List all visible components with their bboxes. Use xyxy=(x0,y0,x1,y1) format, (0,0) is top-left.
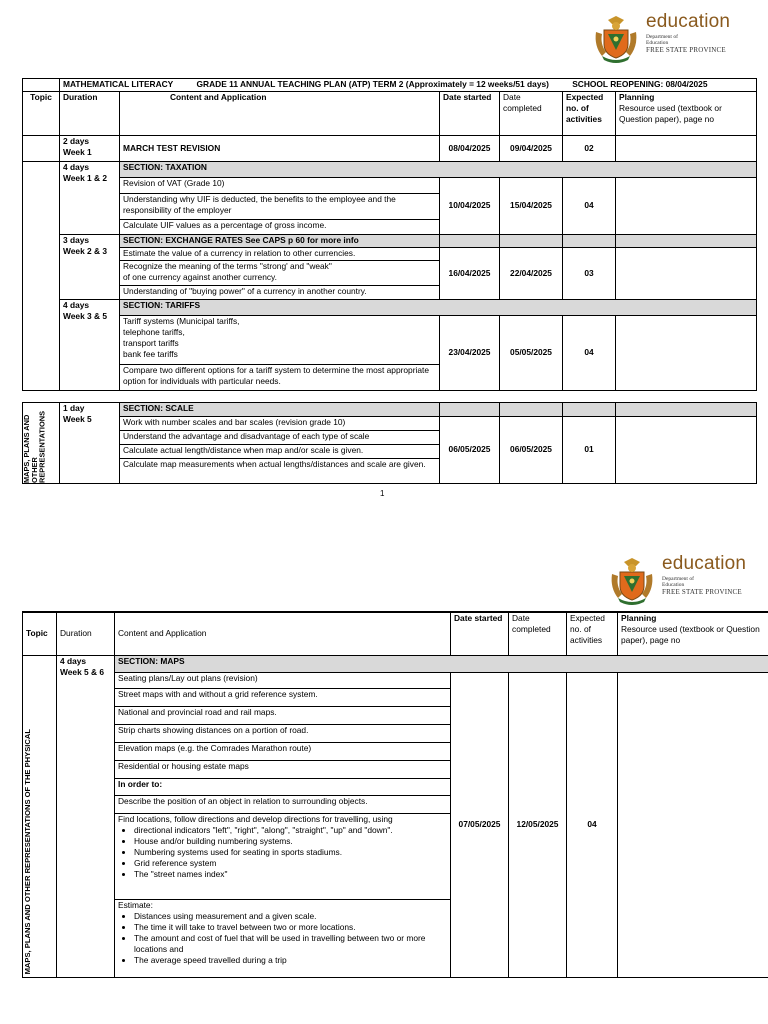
exchange-shade-1 xyxy=(440,235,500,248)
maps-row-1: Seating plans/Lay out plans (revision) xyxy=(115,672,451,688)
maps-row-6: Residential or housing estate maps xyxy=(115,760,451,778)
logo-title: education xyxy=(646,11,731,32)
revision-week: Week 1 xyxy=(63,147,92,158)
taxation-completed: 15/04/2025 xyxy=(500,178,563,235)
header-duration: Duration xyxy=(60,92,120,136)
header-expected: Expected no. of activities xyxy=(563,92,616,136)
scale-duration xyxy=(60,403,120,484)
tariffs-planning xyxy=(616,316,757,391)
maps-completed: 12/05/2025 xyxy=(509,672,567,977)
tariffs-activities: 04 xyxy=(563,316,616,391)
revision-completed: 09/04/2025 xyxy=(500,136,563,162)
tariff-line-2: telephone tariffs, xyxy=(123,327,185,338)
tariffs-week: Week 3 & 5 xyxy=(63,311,108,322)
estimate-item-2: • The time it will take to travel between two or more locations. xyxy=(134,922,447,933)
section-taxation: SECTION: TAXATION xyxy=(120,162,757,178)
maps-row-5: Elevation maps (e.g. the Comrades Marathon route) xyxy=(115,742,451,760)
estimate-list xyxy=(118,911,447,966)
topic-empty xyxy=(23,136,60,162)
subject-label: MATHEMATICAL LITERACY xyxy=(63,79,174,89)
tariffs-duration xyxy=(60,300,120,391)
scale-row-1: Work with number scales and bar scales (revision grade 10) xyxy=(120,417,440,431)
coat-of-arms-icon xyxy=(606,554,658,606)
taxation-activities: 04 xyxy=(563,178,616,235)
scale-started: 06/05/2025 xyxy=(440,417,500,484)
topic-cell-upper xyxy=(23,162,60,391)
header-date-started: Date started xyxy=(440,92,500,136)
logo-department-page2: Department of xyxy=(662,576,694,582)
section-tariffs: SECTION: TARIFFS xyxy=(120,300,757,316)
p2-header-expected: Expected no. of activities xyxy=(567,612,618,655)
maps-describe: Describe the position of an object in relation to surrounding objects. xyxy=(115,795,451,813)
maps-in-order: In order to: xyxy=(115,778,451,795)
scale-days: 1 day xyxy=(63,403,85,413)
tariff-line-3: transport tariffs xyxy=(123,338,179,349)
exchange-planning xyxy=(616,248,757,300)
find-item-5: • The "street names index" xyxy=(134,869,447,880)
maps-days: 4 days xyxy=(60,655,87,666)
coat-of-arms-icon xyxy=(590,12,642,64)
plan-title: GRADE 11 ANNUAL TEACHING PLAN (ATP) TERM 2 (Approximately = 12 weeks/51 days) xyxy=(196,79,549,89)
plan-banner xyxy=(60,79,757,92)
exchange-days: 3 days xyxy=(63,235,90,245)
header-date-completed: Date completed xyxy=(500,92,563,136)
revision-duration xyxy=(60,136,120,162)
education-logo xyxy=(590,12,730,64)
exchange-row-3: Understanding of "buying power" of a currency in another country. xyxy=(120,286,440,300)
exchange-week: Week 2 & 3 xyxy=(63,246,108,257)
estimate-intro: Estimate: xyxy=(118,899,153,910)
find-intro: Find locations, follow directions and develop directions for travelling, using xyxy=(118,813,393,824)
p2-header-date-started: Date started xyxy=(451,612,509,655)
school-reopening: SCHOOL REOPENING: 08/04/2025 xyxy=(572,79,708,89)
logo-title-page2: education xyxy=(662,553,747,574)
scale-row-3: Calculate actual length/distance when map and/or scale is given. xyxy=(120,445,440,459)
exchange-completed: 22/04/2025 xyxy=(500,248,563,300)
scale-shade-4 xyxy=(616,403,757,417)
section-maps: SECTION: MAPS xyxy=(115,655,768,672)
maps-week: Week 5 & 6 xyxy=(60,666,105,677)
scale-topic-label: MAPS, PLANS AND OTHER REPRESENTATIONS xyxy=(22,411,47,483)
section-scale: SECTION: SCALE xyxy=(120,403,440,417)
revision-content: MARCH TEST REVISION xyxy=(120,136,440,162)
exchange-activities: 03 xyxy=(563,248,616,300)
taxation-week: Week 1 & 2 xyxy=(63,173,108,184)
exchange-shade-2 xyxy=(500,235,563,248)
find-list xyxy=(118,825,447,880)
section-exchange: SECTION: EXCHANGE RATES See CAPS p 60 for more info xyxy=(120,235,440,248)
taxation-row-1: Revision of VAT (Grade 10) xyxy=(120,178,440,194)
p2-planning-sub: Resource used (textbook or Question paper), page no xyxy=(621,624,760,646)
taxation-planning xyxy=(616,178,757,235)
scale-row-4: Calculate map measurements when actual lengths/distances and scale are given. xyxy=(120,459,440,484)
maps-row-4: Strip charts showing distances on a portion of road. xyxy=(115,724,451,742)
scale-activities: 01 xyxy=(563,417,616,484)
find-item-4: • Grid reference system xyxy=(134,858,447,869)
scale-completed: 06/05/2025 xyxy=(500,417,563,484)
revision-planning xyxy=(616,136,757,162)
scale-shade-3 xyxy=(563,403,616,417)
maps-started: 07/05/2025 xyxy=(451,672,509,977)
maps-activities: 04 xyxy=(567,672,618,977)
tariffs-row-1 xyxy=(120,316,440,365)
exchange-row-1: Estimate the value of a currency in relation to other currencies. xyxy=(120,248,440,261)
scale-week: Week 5 xyxy=(63,414,92,425)
p2-header-content: Content and Application xyxy=(115,612,451,655)
maps-estimate xyxy=(115,899,451,977)
revision-started: 08/04/2025 xyxy=(440,136,500,162)
education-logo-page2 xyxy=(606,554,746,606)
scale-shade-1 xyxy=(440,403,500,417)
p2-header-topic: Topic xyxy=(23,612,57,655)
find-item-1: • directional indicators "left", "right", "along", "straight", "up" and "down". xyxy=(134,825,447,836)
maps-topic xyxy=(23,655,57,977)
find-item-2: • House and/or building numbering systems. xyxy=(134,836,447,847)
scale-shade-2 xyxy=(500,403,563,417)
revision-days: 2 days xyxy=(63,136,90,146)
tariff-line-4: bank fee tariffs xyxy=(123,349,178,360)
logo-province-page2: FREE STATE PROVINCE xyxy=(662,587,742,596)
maps-row-2: Street maps with and without a grid reference system. xyxy=(115,688,451,706)
logo-education: Education xyxy=(646,40,669,47)
scale-topic xyxy=(23,403,60,484)
p2-header-date-completed: Date completed xyxy=(509,612,567,655)
header-topic: Topic xyxy=(23,92,60,136)
p2-header-planning xyxy=(618,612,768,655)
maps-planning xyxy=(618,672,768,977)
tariffs-days: 4 days xyxy=(63,300,90,310)
exchange-shade-4 xyxy=(616,235,757,248)
atp-table-page2 xyxy=(22,611,768,978)
maps-duration xyxy=(57,655,115,977)
taxation-duration xyxy=(60,162,120,235)
taxation-started: 10/04/2025 xyxy=(440,178,500,235)
estimate-item-4: • The average speed travelled during a trip xyxy=(134,955,447,966)
maps-row-3: National and provincial road and rail maps. xyxy=(115,706,451,724)
logo-department: Department of xyxy=(646,34,678,40)
estimate-item-3: • The amount and cost of fuel that will be used in travelling between two or more locations and xyxy=(134,933,447,955)
page-number: 1 xyxy=(380,489,385,498)
header-content: Content and Application xyxy=(120,92,440,136)
scale-planning xyxy=(616,417,757,484)
maps-topic-label: MAPS, PLANS AND OTHER REPRESENTATIONS OF THE PHYSICAL xyxy=(23,729,32,975)
tariffs-row-2: Compare two different options for a tariff system to determine the most appropriate option for individuals with particular needs. xyxy=(120,365,440,391)
exchange-shade-3 xyxy=(563,235,616,248)
logo-province: FREE STATE PROVINCE xyxy=(646,45,726,54)
exchange-started: 16/04/2025 xyxy=(440,248,500,300)
find-item-3: • Numbering systems used for seating in sports stadiums. xyxy=(134,847,447,858)
revision-activities: 02 xyxy=(563,136,616,162)
exchange-row-2: Recognize the meaning of the terms "strong' and "weak" of one currency against another currency. xyxy=(120,261,440,286)
atp-table-page1-scale xyxy=(22,402,757,484)
exchange-duration xyxy=(60,235,120,300)
planning-sub: Resource used (textbook or Question paper), page no xyxy=(619,103,722,125)
banner-empty xyxy=(23,79,60,92)
tariff-line-1: Tariff systems (Municipal tariffs, xyxy=(123,316,240,326)
p2-planning-title: Planning xyxy=(621,613,657,623)
p2-header-duration: Duration xyxy=(57,612,115,655)
estimate-item-1: • Distances using measurement and a given scale. xyxy=(134,911,447,922)
logo-education-page2: Education xyxy=(662,582,685,589)
taxation-row-2: Understanding why UIF is deducted, the benefits to the employee and the responsibility of the employer xyxy=(120,194,440,220)
maps-find-locations xyxy=(115,813,451,899)
tariffs-completed: 05/05/2025 xyxy=(500,316,563,391)
planning-title: Planning xyxy=(619,92,655,102)
atp-table-page1 xyxy=(22,78,757,391)
taxation-row-3: Calculate UIF values as a percentage of gross income. xyxy=(120,220,440,235)
taxation-days: 4 days xyxy=(63,162,90,172)
scale-row-2: Understand the advantage and disadvantage of each type of scale xyxy=(120,431,440,445)
header-planning xyxy=(616,92,757,136)
tariffs-started: 23/04/2025 xyxy=(440,316,500,391)
